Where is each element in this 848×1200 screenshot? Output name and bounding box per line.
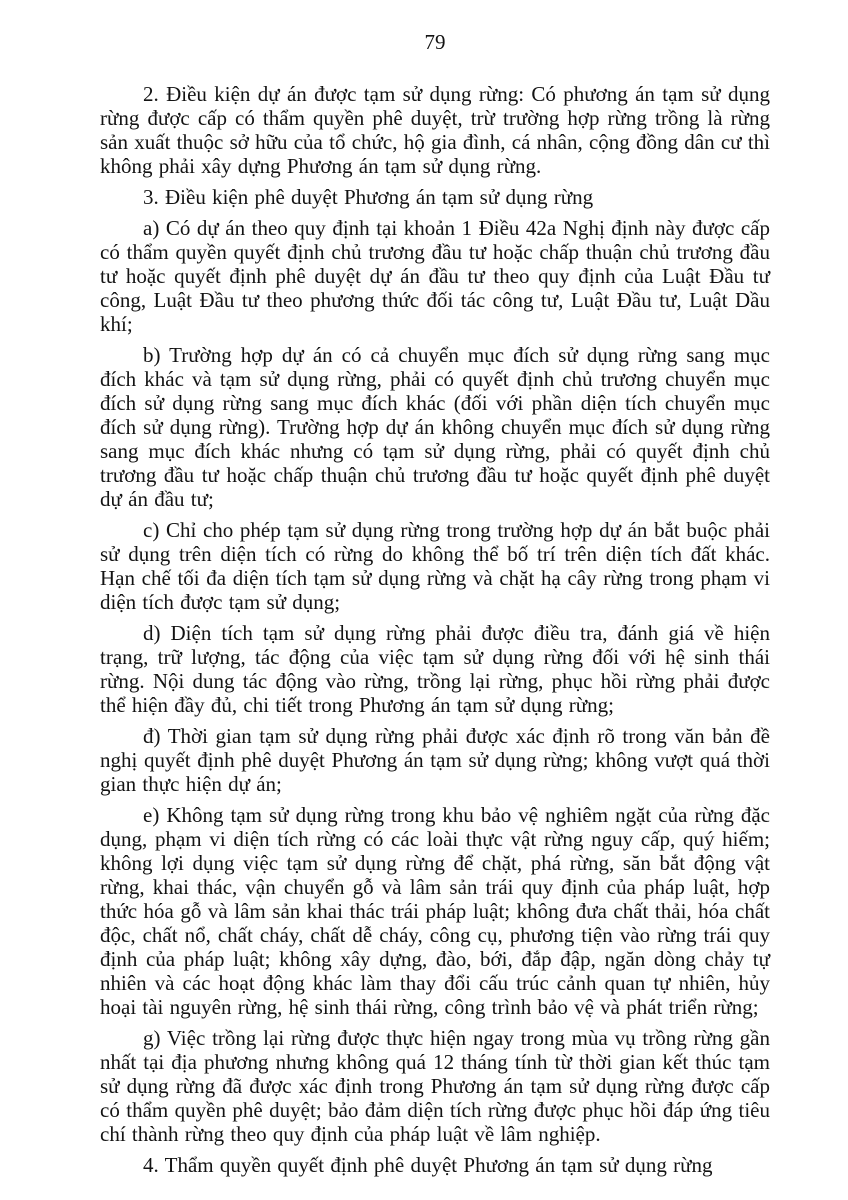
paragraph-point-e: e) Không tạm sử dụng rừng trong khu bảo vệ nghiêm ngặt của rừng đặc dụng, phạm vi diện tích rừng có các loài thực vật rừng nguy cấp, quý hiếm; không lợi dụng việc tạm sử dụng rừng để chặt, phá rừng, săn bắt động vật rừng, khai thác, vận chuyển gỗ và lâm sản trái quy định của pháp luật, hợp thức hóa gỗ và lâm sản khai thác trái pháp luật; không đưa chất thải, hóa chất độc, chất nổ, chất cháy, chất dễ cháy, công cụ, phương tiện vào rừng trái quy định của pháp luật; không xây dựng, đào, bới, đắp đập, ngăn dòng chảy tự nhiên và các hoạt động khác làm thay đổi cấu trúc cảnh quan tự nhiên, hủy hoại tài nguyên rừng, hệ sinh thái rừng, công trình bảo vệ và phát triển rừng; <box>100 803 770 1019</box>
paragraph-clause-4-heading: 4. Thẩm quyền quyết định phê duyệt Phương án tạm sử dụng rừng <box>143 1153 713 1177</box>
paragraph-clause-3-heading: 3. Điều kiện phê duyệt Phương án tạm sử dụng rừng <box>143 185 594 209</box>
paragraph-point-a: a) Có dự án theo quy định tại khoản 1 Điều 42a Nghị định này được cấp có thẩm quyền quyết định chủ trương đầu tư hoặc chấp thuận chủ trương đầu tư hoặc quyết định phê duyệt dự án đầu tư theo quy định của Luật Đầu tư công, Luật Đầu tư theo phương thức đối tác công tư, Luật Đầu tư, Luật Dầu khí; <box>100 216 770 336</box>
page-number: 79 <box>424 30 446 54</box>
paragraph-clause-2: 2. Điều kiện dự án được tạm sử dụng rừng: Có phương án tạm sử dụng rừng được cấp có thẩm quyền phê duyệt, trừ trường hợp rừng trồng là rừng sản xuất thuộc sở hữu của tổ chức, hộ gia đình, cá nhân, cộng đồng dân cư thì không phải xây dựng Phương án tạm sử dụng rừng. <box>100 82 770 178</box>
paragraph-point-dd: đ) Thời gian tạm sử dụng rừng phải được xác định rõ trong văn bản đề nghị quyết định phê duyệt Phương án tạm sử dụng rừng; không vượt quá thời gian thực hiện dự án; <box>100 724 770 796</box>
paragraph-point-c: c) Chỉ cho phép tạm sử dụng rừng trong trường hợp dự án bắt buộc phải sử dụng trên diện tích có rừng do không thể bố trí trên diện tích đất khác. Hạn chế tối đa diện tích tạm sử dụng rừng và chặt hạ cây rừng trong phạm vi diện tích được tạm sử dụng; <box>100 518 770 614</box>
paragraph-point-b: b) Trường hợp dự án có cả chuyển mục đích sử dụng rừng sang mục đích khác và tạm sử dụng rừng, phải có quyết định chủ trương chuyển mục đích sử dụng rừng sang mục đích khác (đối với phần diện tích chuyển mục đích sử dụng rừng). Trường hợp dự án không chuyển mục đích sử dụng rừng sang mục đích khác nhưng có tạm sử dụng rừng, phải có quyết định chủ trương đầu tư hoặc chấp thuận chủ trương đầu tư hoặc quyết định phê duyệt dự án đầu tư; <box>100 343 770 511</box>
paragraph-point-g: g) Việc trồng lại rừng được thực hiện ngay trong mùa vụ trồng rừng gần nhất tại địa phương nhưng không quá 12 tháng tính từ thời gian kết thúc tạm sử dụng rừng đã được xác định trong Phương án tạm sử dụng rừng được cấp có thẩm quyền phê duyệt; bảo đảm diện tích rừng được phục hồi đáp ứng tiêu chí thành rừng theo quy định của pháp luật về lâm nghiệp. <box>100 1026 770 1146</box>
paragraph-point-d: d) Diện tích tạm sử dụng rừng phải được điều tra, đánh giá về hiện trạng, trữ lượng, tác động của việc tạm sử dụng rừng đối với hệ sinh thái rừng. Nội dung tác động vào rừng, trồng lại rừng, phục hồi rừng phải được thể hiện đầy đủ, chi tiết trong Phương án tạm sử dụng rừng; <box>100 621 770 717</box>
